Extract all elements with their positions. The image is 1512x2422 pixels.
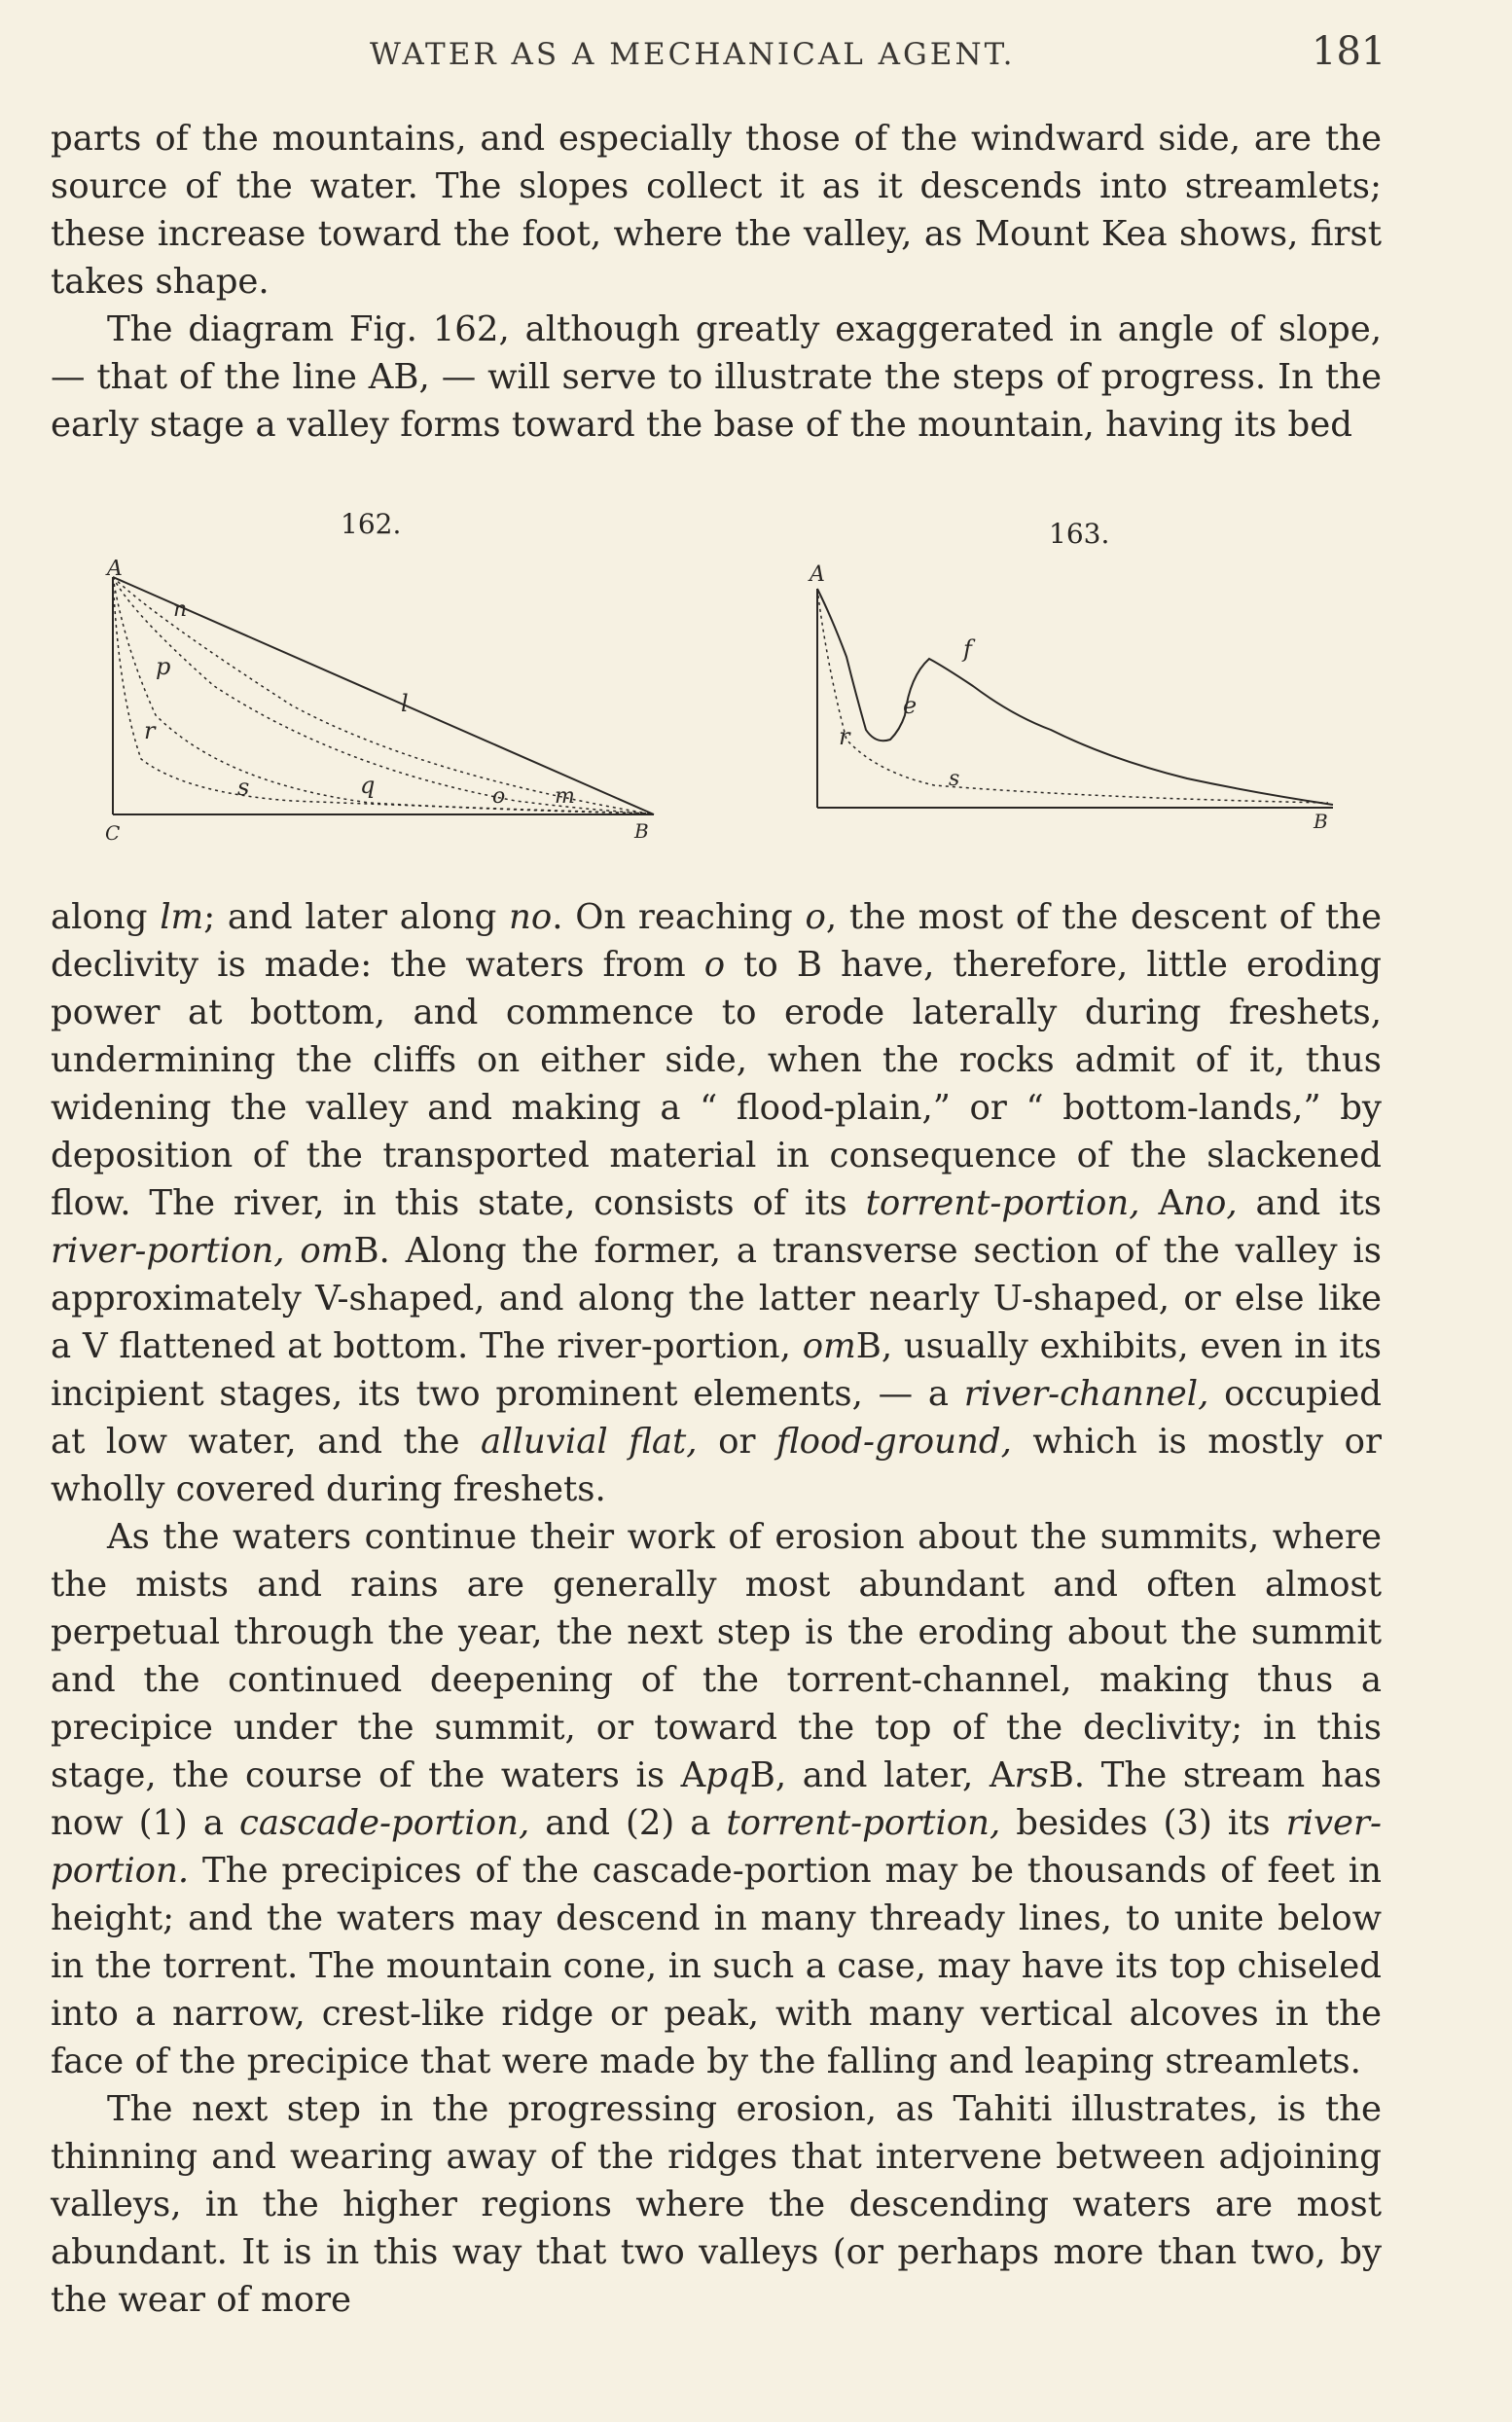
label-o: o [492, 784, 506, 809]
label-r: r [144, 717, 156, 744]
page-header [0, 27, 1512, 86]
page-number: 181 [1312, 29, 1386, 74]
text-block-top [51, 115, 1382, 449]
running-head: WATER AS A MECHANICAL AGENT. [370, 37, 1016, 72]
paragraph-continued: along lm; and later along no. On reaching o, the most of the descent of the declivity is made: the waters from o to B have, therefore, little eroding power at bottom, and commence to erode laterally during freshets, undermining the cliffs on either side, when the rocks admit of it, thus widening the valley and making a “ flood-plain,” or “ bottom-lands,” by deposition of the transported material in consequence of the slackened flow. The river, in this state, consists of its torrent-portion, Ano, and its river-portion, omB. Along the former, a transverse section of the valley is approximately V-shaped, and along the latter nearly U-shaped, or else like a V flattened at bottom. The river-portion, omB, usually exhibits, even in its incipient stages, its two prominent elements, — a river-channel, occupied at low water, and the alluvial flat, or flood-ground, which is mostly or wholly covered during freshets. [51, 897, 1383, 1509]
label-l: l [401, 690, 409, 717]
line-ab [113, 577, 654, 814]
label-b: B [1314, 810, 1328, 833]
label-a: A [107, 560, 123, 581]
label-m: m [555, 784, 575, 809]
label-f: f [963, 635, 972, 663]
paragraph: The diagram Fig. 162, although greatly exaggerated in angle of slope, — that of the line AB, — will serve to illustrate the steps of progress. In the early stage a valley forms toward the base of the mountain, having its bed [51, 309, 1382, 445]
label-p: p [156, 653, 171, 680]
paragraph: As the waters continue their work of erosion about the summits, where the mists and rains are generally most abundant and often almost perpetual through the year, the next step is the eroding about the summit and the continued deepening of the torrent-channel, making thus a precipice under the summit, or toward the top of the declivity; in this stage, the course of the waters is ApqB, and later, ArsB. The stream has now (1) a cascade-portion, and (2) a torrent-portion, besides (3) its river-portion. The precipices of the cascade-portion may be thousands of feet in height; and the waters may descend in many thready lines, to unite below in the torrent. The mountain cone, in such a case, may have its top chiseled into a narrow, crest-like ridge or peak, with many vertical alcoves in the face of the precipice that were made by the falling and leaping streamlets. [51, 1517, 1383, 2081]
label-s: s [237, 774, 250, 801]
paragraph: parts of the mountains, and especially those of the windward side, are the source of the water. The slopes collect it as it descends into streamlets; these increase toward the foot, where the valley, as Mount Kea shows, first takes shape. [51, 119, 1382, 302]
profile-rs [817, 589, 1328, 803]
label-a: A [810, 562, 825, 587]
paragraph: The next step in the progressing erosion, as Tahiti illustrates, is the thinning and wearing away of the ridges that intervene between adjoining valleys, in the higher regions where the descending waters are most abundant. It is in this way that two valleys (or perhaps more than two, by the wear of more [51, 2089, 1382, 2320]
label-s: s [949, 767, 960, 791]
label-e: e [903, 692, 918, 719]
figure-number: 163. [1049, 518, 1110, 550]
figure-number: 162. [341, 508, 402, 540]
figure-162-diagram [97, 560, 662, 851]
label-b: B [634, 819, 649, 843]
text-block-bottom [51, 893, 1382, 2324]
figure-163-diagram [798, 560, 1343, 851]
label-c: C [105, 821, 121, 845]
label-q: q [360, 772, 376, 799]
label-r: r [839, 723, 850, 750]
label-n: n [173, 597, 188, 622]
